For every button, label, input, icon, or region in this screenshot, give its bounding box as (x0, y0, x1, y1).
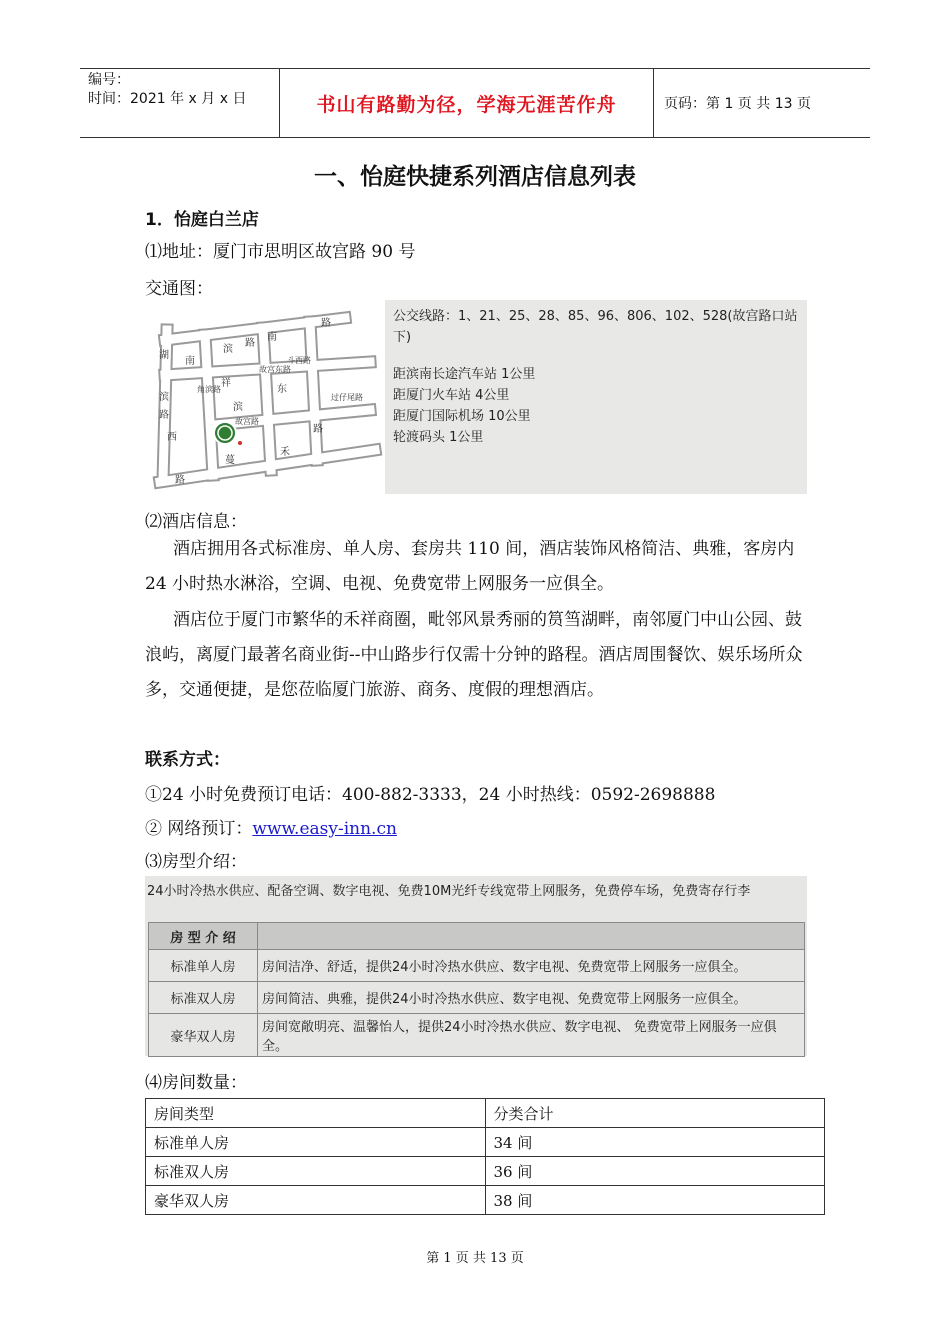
map-label: 路 (159, 410, 169, 421)
distance-bus-station: 距滨南长途汽车站 1公里 (393, 367, 536, 382)
map-label: 禾 (280, 447, 290, 458)
traffic-map (145, 300, 385, 494)
map-graphic (145, 300, 385, 494)
hotel-info-label: ⑵酒店信息： (145, 512, 247, 532)
room-intro-header-row (149, 923, 805, 950)
contact-web (145, 814, 397, 839)
distance-ferry: 轮渡码头 1公里 (393, 430, 484, 445)
header-meta (80, 69, 280, 137)
section-title: 1．怡庭白兰店 (145, 210, 259, 230)
map-label: 路 (175, 475, 185, 486)
contact-phone: ①24 小时免费预订电话：400-882-3333，24 小时热线：0592-2698888 (145, 785, 716, 805)
header-motto: 书山有路勤为径，学海无涯苦作舟 (316, 93, 617, 116)
map-label: 角滨路 (197, 385, 221, 394)
table-row (149, 950, 805, 982)
room-count-table (145, 1098, 825, 1215)
room-desc: 房间洁净、舒适，提供24小时冷热水供应、数字电视、免费宽带上网服务一应俱全。 (258, 950, 805, 982)
website-link[interactable]: www.easy-inn.cn (252, 819, 397, 839)
distance-train-station: 距厦门火车站 4公里 (393, 388, 510, 403)
number-label: 编号： (88, 72, 130, 88)
map-label: 滨 (233, 402, 243, 413)
traffic-figure (145, 300, 807, 494)
room-total-cell: 38 间 (485, 1186, 825, 1215)
room-type-cell: 标准双人房 (146, 1157, 486, 1186)
page-footer: 第 1 页 共 13 页 (426, 1251, 524, 1266)
map-label: 祥 (221, 378, 231, 389)
hotel-info-paragraph-2: 酒店位于厦门市繁华的禾祥商圈，毗邻风景秀丽的筼筜湖畔，南邻厦门中山公园、鼓浪屿，离厦门最著名商业街--中山路步行仅需十分钟的路程。酒店周围餐饮、娱乐场所众多，交通便捷，是您莅临厦门旅游、商务、度假的理想酒店。 (145, 610, 803, 700)
room-intro-panel (145, 876, 807, 1056)
header-motto-cell (280, 69, 654, 137)
time-label: 时间：2021 年 x 月 x 日 (88, 91, 247, 107)
table-row (146, 1186, 825, 1215)
room-type-label: ⑶房型介绍： (145, 852, 247, 872)
map-label: 西 (167, 432, 177, 443)
room-name: 标准双人房 (149, 982, 258, 1014)
hotel-info-paragraph-1: 酒店拥用各式标准房、单人房、套房共 110 间，酒店装饰风格简洁、典雅，客房内 24 小时热水淋浴，空调、电视、免费宽带上网服务一应俱全。 (145, 539, 795, 594)
map-label: 蔓 (225, 455, 235, 466)
table-row (149, 1014, 805, 1057)
map-label: 过仔尾路 (331, 393, 363, 402)
map-label: 南 (267, 332, 277, 343)
map-label: 南 (185, 356, 195, 367)
map-label: 路 (245, 338, 255, 349)
map-label: 路 (321, 318, 331, 329)
column-header: 分类合计 (485, 1099, 825, 1128)
page-title: 一、怡庭快捷系列酒店信息列表 (314, 164, 636, 190)
bus-lines: 公交线路：1、21、25、28、85、96、806、102、528(故宫路口站下) (393, 309, 798, 345)
room-name: 标准单人房 (149, 950, 258, 982)
room-total-cell: 34 间 (485, 1128, 825, 1157)
map-label: 故宫路 (235, 417, 259, 426)
contact-web-prefix: ② 网络预订： (145, 819, 253, 839)
room-intro-header: 房 型 介 绍 (149, 923, 258, 950)
traffic-label: 交通图： (145, 279, 213, 299)
table-row (146, 1128, 825, 1157)
room-intro-table (148, 922, 805, 1057)
room-desc: 房间简洁、典雅，提供24小时冷热水供应、数字电视、免费宽带上网服务一应俱全。 (258, 982, 805, 1014)
room-type-cell: 标准单人房 (146, 1128, 486, 1157)
page-header (80, 68, 870, 138)
room-type-cell: 豪华双人房 (146, 1186, 486, 1215)
map-label: 湖 (159, 350, 169, 361)
room-desc: 房间宽敞明亮、温馨怡人，提供24小时冷热水供应、数字电视、 免费宽带上网服务一应俱全。 (258, 1014, 805, 1057)
distance-airport: 距厦门国际机场 10公里 (393, 409, 531, 424)
contact-label: 联系方式： (145, 750, 230, 770)
table-row (149, 982, 805, 1014)
room-count-label: ⑷房间数量： (145, 1073, 247, 1093)
map-label: 滨 (223, 344, 233, 355)
room-intro-amenities: 24小时冷热水供应、配备空调、数字电视、免费10M光纤专线宽带上网服务，免费停车场，免费寄存行李 (147, 884, 751, 899)
map-label: 东 (277, 384, 287, 395)
bus-info-panel (385, 300, 807, 494)
map-label: 滨 (159, 392, 169, 403)
table-row (146, 1157, 825, 1186)
header-page-info: 页码：第 1 页 共 13 页 (664, 96, 811, 112)
room-name: 豪华双人房 (149, 1014, 258, 1057)
room-total-cell: 36 间 (485, 1157, 825, 1186)
map-label: 路 (313, 424, 323, 435)
map-label: 斗西路 (287, 356, 311, 365)
map-label: 故宫东路 (259, 365, 291, 374)
address: ⑴地址：厦门市思明区故宫路 90 号 (145, 242, 416, 262)
column-header: 房间类型 (146, 1099, 486, 1128)
table-header-row (146, 1099, 825, 1128)
